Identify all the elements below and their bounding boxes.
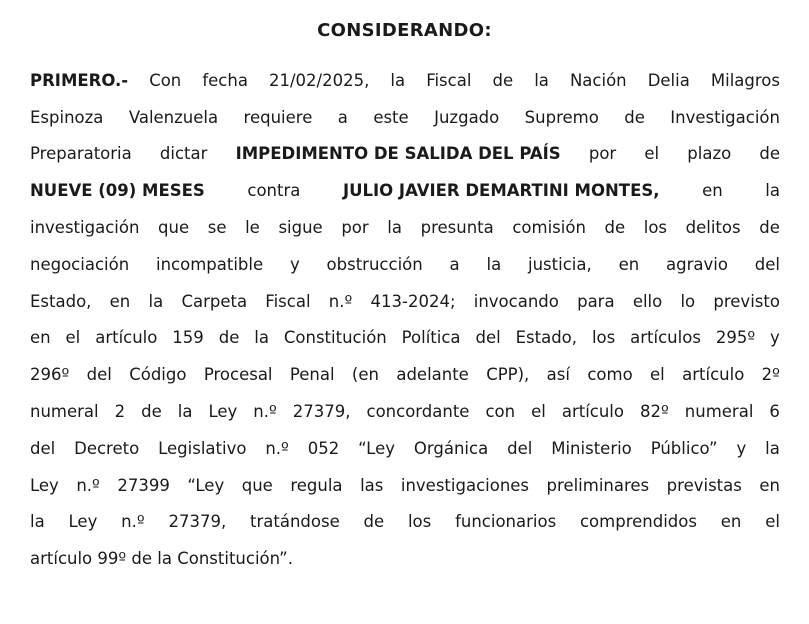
paragraph-word: comprendidos: [579, 512, 697, 532]
paragraph-word: por: [341, 218, 369, 238]
paragraph-word: 82º: [640, 402, 669, 422]
paragraph-line: [30, 246, 780, 283]
paragraph-word: Decreto: [74, 438, 140, 458]
paragraph-word: agravio: [666, 254, 728, 274]
paragraph-line: [30, 430, 780, 467]
paragraph-line: [30, 283, 780, 320]
paragraph-line: [30, 467, 780, 504]
paragraph-word: invocando: [473, 291, 559, 311]
paragraph-word: CPP),: [486, 365, 530, 385]
paragraph-word: Legislativo: [158, 438, 247, 458]
paragraph-word: n.º: [328, 291, 353, 311]
paragraph-word: regula: [290, 475, 343, 495]
paragraph-word: el: [644, 144, 660, 164]
paragraph-word: n.º: [265, 438, 289, 458]
paragraph-line: [30, 136, 780, 173]
paragraph-word: PRIMERO.-: [30, 70, 129, 90]
paragraph-word: en: [702, 181, 723, 201]
paragraph-word: negociación: [30, 254, 130, 274]
paragraph-word: Investigación: [670, 107, 780, 127]
paragraph-word: Ministerio: [551, 438, 632, 458]
paragraph-word: fecha: [202, 70, 248, 90]
paragraph-line: [30, 62, 780, 99]
paragraph-word: del: [507, 438, 533, 458]
paragraph-word: IMPEDIMENTO DE SALIDA DEL PAÍS: [235, 144, 561, 164]
paragraph-word: Penal: [289, 365, 335, 385]
paragraph-word: requiere: [243, 107, 313, 127]
paragraph-word: así: [546, 365, 570, 385]
paragraph-line: [30, 99, 780, 136]
paragraph-word: 296º: [30, 365, 70, 385]
paragraph-word: n.º: [76, 475, 100, 495]
paragraph-word: 27379,: [292, 402, 351, 422]
paragraph-line: [30, 504, 780, 541]
paragraph-word: que: [241, 475, 273, 495]
paragraph-word: contra: [247, 181, 301, 201]
paragraph-word: comisión: [512, 218, 586, 238]
paragraph-word: adelante: [396, 365, 469, 385]
paragraph-word: incompatible: [155, 254, 264, 274]
paragraph-word: 052: [307, 438, 340, 458]
paragraph-word: delitos: [685, 218, 741, 238]
paragraph-word: Ley: [30, 475, 59, 495]
paragraph-word: tratándose: [250, 512, 340, 532]
paragraph-word: el: [765, 512, 780, 532]
paragraph-word: Orgánica: [413, 438, 489, 458]
paragraph-word: investigación: [30, 218, 140, 238]
paragraph-word: del: [475, 328, 501, 348]
paragraph-word: el: [531, 402, 546, 422]
paragraph-word: 2º: [761, 365, 780, 385]
paragraph-word: con: [485, 402, 516, 422]
paragraph-word: plazo: [687, 144, 732, 164]
paragraph-word: de: [141, 402, 162, 422]
paragraph-word: 6: [769, 402, 780, 422]
paragraph-word: Valenzuela: [128, 107, 219, 127]
paragraph-word: artículo: [561, 402, 624, 422]
paragraph-word: de: [492, 70, 514, 90]
paragraph-word: lo: [680, 291, 696, 311]
paragraph-line: [30, 172, 780, 209]
paragraph-word: los: [643, 218, 668, 238]
paragraph-word: a: [449, 254, 460, 274]
paragraph-word: funcionarios: [455, 512, 557, 532]
paragraph-word: NUEVE (09) MESES: [30, 181, 205, 201]
paragraph-line: [30, 393, 780, 430]
paragraph-word: la: [765, 181, 780, 201]
paragraph-word: en: [618, 254, 640, 274]
paragraph-word: justicia,: [528, 254, 592, 274]
paragraph-word: numeral: [30, 402, 99, 422]
paragraph-word: y: [736, 438, 747, 458]
paragraph-word: artículo: [682, 365, 745, 385]
paragraph-word: artículos: [630, 328, 701, 348]
paragraph-word: el: [650, 365, 665, 385]
paragraph-word: se: [207, 218, 227, 238]
paragraph-word: Estado,: [30, 291, 92, 311]
paragraph-word: n.º: [253, 402, 277, 422]
paragraph-word: los: [591, 328, 616, 348]
paragraph-word: Fiscal: [265, 291, 311, 311]
paragraph-word: ello: [632, 291, 663, 311]
paragraph-word: la: [30, 512, 45, 532]
paragraph-line: [30, 540, 780, 577]
paragraph-word: del: [754, 254, 780, 274]
paragraph-word: de: [218, 328, 240, 348]
paragraph-word: como: [587, 365, 633, 385]
paragraph-word: del: [86, 365, 112, 385]
paragraph-word: Carpeta: [181, 291, 248, 311]
paragraph-word: obstrucción: [326, 254, 423, 274]
paragraph-word: investigaciones: [400, 475, 530, 495]
paragraph-word: Delia: [647, 70, 690, 90]
paragraph-word: artículo: [95, 328, 158, 348]
paragraph-word: Código: [129, 365, 187, 385]
paragraph-word: Constitución: [283, 328, 387, 348]
paragraph-word: Nación: [569, 70, 627, 90]
paragraph-word: de: [604, 218, 626, 238]
paragraph-word: 413-2024;: [370, 291, 456, 311]
paragraph-word: Política: [401, 328, 461, 348]
paragraph-word: Público”: [650, 438, 718, 458]
paragraph-word: la: [387, 218, 402, 238]
paragraph-word: n.º: [121, 512, 145, 532]
paragraph-line: [30, 320, 780, 357]
paragraph-word: en: [30, 328, 51, 348]
paragraph-word: Juzgado: [434, 107, 500, 127]
paragraph-word: la: [254, 328, 269, 348]
paragraph-word: la: [148, 291, 164, 311]
considerando-paragraph: [30, 62, 780, 577]
paragraph-word: la: [486, 254, 502, 274]
paragraph-word: por: [588, 144, 617, 164]
paragraph-word: a: [337, 107, 348, 127]
paragraph-word: de: [363, 512, 385, 532]
paragraph-word: el: [65, 328, 81, 348]
paragraph-line: [30, 209, 780, 246]
paragraph-word: JULIO JAVIER DEMARTINI MONTES,: [342, 181, 660, 201]
paragraph-word: del: [30, 438, 56, 458]
paragraph-word: este: [373, 107, 409, 127]
paragraph-word: preliminares: [546, 475, 650, 495]
paragraph-word: Milagros: [710, 70, 780, 90]
paragraph-word: presunta: [420, 218, 494, 238]
paragraph-word: numeral: [684, 402, 754, 422]
paragraph-word: Ley: [208, 402, 238, 422]
paragraph-line: [30, 356, 780, 393]
paragraph-word: (en: [351, 365, 379, 385]
paragraph-word: 21/02/2025,: [269, 70, 370, 90]
paragraph-word: “Ley: [187, 475, 225, 495]
paragraph-word: Supremo: [524, 107, 599, 127]
paragraph-word: sigue: [278, 218, 323, 238]
paragraph-word: Fiscal: [426, 70, 472, 90]
paragraph-word: 27379,: [168, 512, 227, 532]
paragraph-word: Con: [149, 70, 182, 90]
paragraph-word: 295º: [715, 328, 756, 348]
paragraph-word: en: [109, 291, 131, 311]
paragraph-word: Espinoza: [30, 107, 104, 127]
paragraph-word: los: [407, 512, 432, 532]
paragraph-word: Ley: [68, 512, 98, 532]
paragraph-word: la: [765, 438, 780, 458]
paragraph-word: de: [759, 144, 780, 164]
paragraph-word: Procesal: [203, 365, 273, 385]
paragraph-word: 2: [114, 402, 126, 422]
paragraph-word: en: [759, 475, 780, 495]
paragraph-word: la: [534, 70, 549, 90]
paragraph-word: y: [289, 254, 300, 274]
paragraph-word: 159: [172, 328, 204, 348]
section-heading: CONSIDERANDO:: [317, 20, 492, 41]
paragraph-word: “Ley: [358, 438, 395, 458]
paragraph-word: de: [624, 107, 645, 127]
paragraph-word: 27399: [117, 475, 170, 495]
paragraph-word: las: [360, 475, 384, 495]
paragraph-word: y: [770, 328, 780, 348]
paragraph-word: concordante: [366, 402, 470, 422]
paragraph-word: Preparatoria: [30, 144, 132, 164]
paragraph-word: Estado,: [515, 328, 578, 348]
paragraph-word: artículo 99º de la Constitución”.: [30, 549, 293, 569]
paragraph-word: dictar: [159, 144, 208, 164]
paragraph-word: la: [177, 402, 193, 422]
paragraph-word: para: [577, 291, 615, 311]
paragraph-word: la: [390, 70, 406, 90]
paragraph-word: previstas: [666, 475, 742, 495]
paragraph-word: le: [245, 218, 260, 238]
paragraph-word: en: [720, 512, 742, 532]
paragraph-word: que: [158, 218, 190, 238]
paragraph-word: previsto: [713, 291, 780, 311]
paragraph-word: de: [759, 218, 780, 238]
